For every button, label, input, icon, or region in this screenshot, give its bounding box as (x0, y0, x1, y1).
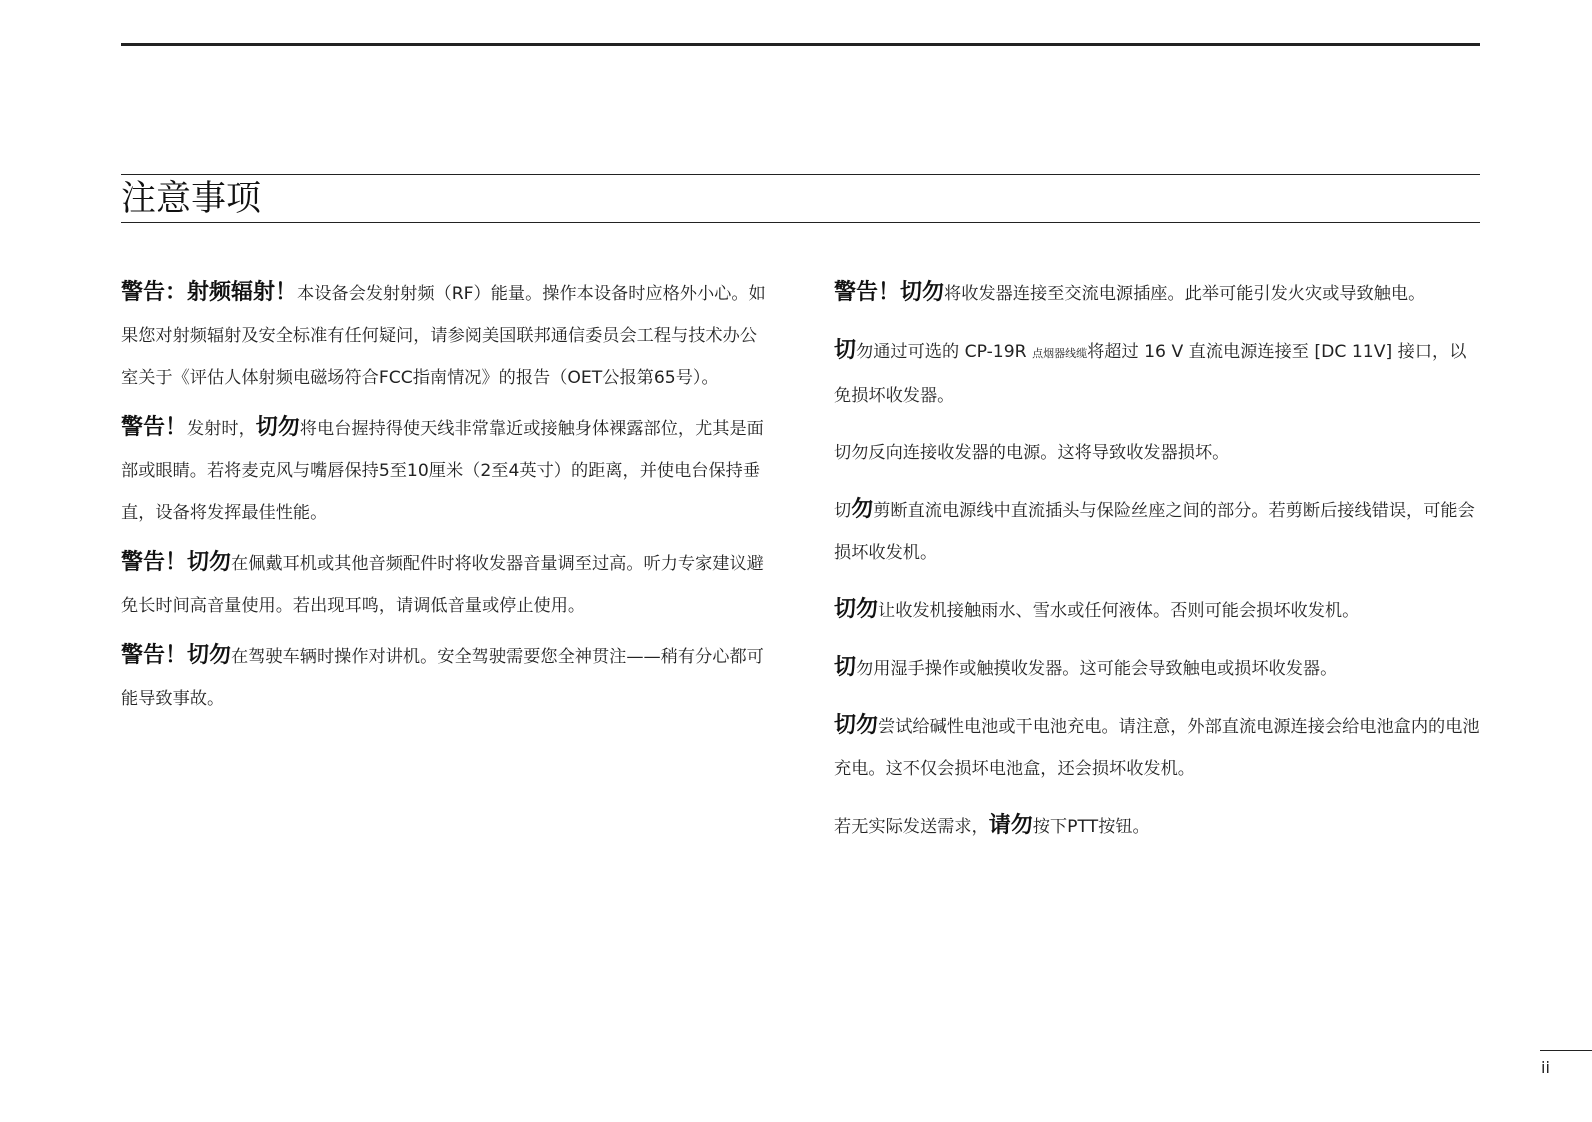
caution-dc-voltage (834, 330, 1480, 417)
caution-text: 按下PTT按钮。 (1032, 817, 1150, 837)
warning-volume (121, 542, 767, 627)
warning-label: 警告！ (834, 280, 901, 305)
caution-liquids (834, 589, 1480, 632)
warning-text: 将电台握持得使天线非常靠近或接触身体裸露部位，尤其是面部或眼睛。若将麦克风与嘴唇保持5至10厘米（2至4英寸）的距离，并使电台保持垂直，设备将发挥最佳性能。 (121, 419, 764, 523)
never-label: 切 (834, 655, 857, 680)
caution-ptt (834, 805, 1480, 848)
warning-label: 警告！ (121, 643, 188, 668)
warning-text: 在佩戴耳机或其他音频配件时将收发器音量调至过高。听力专家建议避免长时间高音量使用。若出现耳鸣，请调低音量或停止使用。 (121, 554, 764, 616)
warning-rf-exposure (121, 272, 767, 399)
caution-text: 勿通过可选的 CP-19R (856, 342, 1033, 362)
warning-text: 发射时， (187, 419, 256, 439)
warning-text: 在驾驶车辆时操作对讲机。安全驾驶需要您全神贯注——稍有分心都可能导致事故。 (121, 647, 764, 709)
cable-note: 点烟器线缆 (1032, 347, 1088, 360)
right-column (834, 272, 1480, 863)
caution-text: 将收发器连接至交流电源插座。此举可能引发火灾或导致触电。 (944, 284, 1426, 304)
page-number-rule (1540, 1050, 1592, 1051)
caution-reverse-polarity (834, 432, 1480, 474)
warning-label: 警告！ (121, 415, 188, 440)
page-number: ii (1541, 1058, 1550, 1077)
warning-ac-outlet (834, 272, 1480, 315)
caution-cut-cable (834, 489, 1480, 574)
warning-text: 本设备会发射射频（RF）能量。操作本设备时应格外小心。如果您对射频辐射及安全标准有任何疑问，请参阅美国联邦通信委员会工程与技术办公室关于《评估人体射频电磁场符合FCC指南情况》的报告（OET公报第65号）。 (121, 284, 766, 388)
left-column (121, 272, 767, 728)
warning-driving (121, 635, 767, 720)
warning-antenna (121, 407, 767, 534)
title-bar (121, 174, 1480, 223)
never-label: 切勿 (834, 597, 879, 622)
never-label: 勿 (851, 497, 874, 522)
page-title: 注意事项 (121, 179, 262, 219)
caution-text: 将超过 16 V 直流电源连接至 [DC 11V] 接口，以免损坏收发器。 (834, 342, 1467, 406)
never-label: 切勿 (255, 415, 300, 440)
warning-label: 警告：射频辐射！ (121, 280, 298, 305)
never-label: 切勿 (187, 643, 232, 668)
caution-text: 切勿反向连接收发器的电源。这将导致收发器损坏。 (834, 443, 1230, 463)
caution-charging (834, 705, 1480, 790)
caution-text: 让收发机接触雨水、雪水或任何液体。否则可能会损坏收发机。 (878, 601, 1360, 621)
never-label: 切 (834, 338, 857, 363)
caution-wet-hands (834, 647, 1480, 690)
warning-label: 警告！ (121, 550, 188, 575)
never-label: 切勿 (900, 280, 945, 305)
top-rule (121, 43, 1480, 46)
caution-text: 若无实际发送需求， (834, 817, 989, 837)
never-label: 切勿 (187, 550, 232, 575)
caution-text: 勿用湿手操作或触摸收发器。这可能会导致触电或损坏收发器。 (856, 659, 1338, 679)
caution-text: 剪断直流电源线中直流插头与保险丝座之间的部分。若剪断后接线错误，可能会损坏收发机。 (834, 501, 1475, 563)
never-label: 切勿 (834, 713, 879, 738)
caution-text: 切 (834, 501, 852, 521)
caution-text: 尝试给碱性电池或干电池充电。请注意，外部直流电源连接会给电池盒内的电池充电。这不仅会损坏电池盒，还会损坏收发机。 (834, 717, 1480, 779)
never-label: 请勿 (988, 813, 1033, 838)
